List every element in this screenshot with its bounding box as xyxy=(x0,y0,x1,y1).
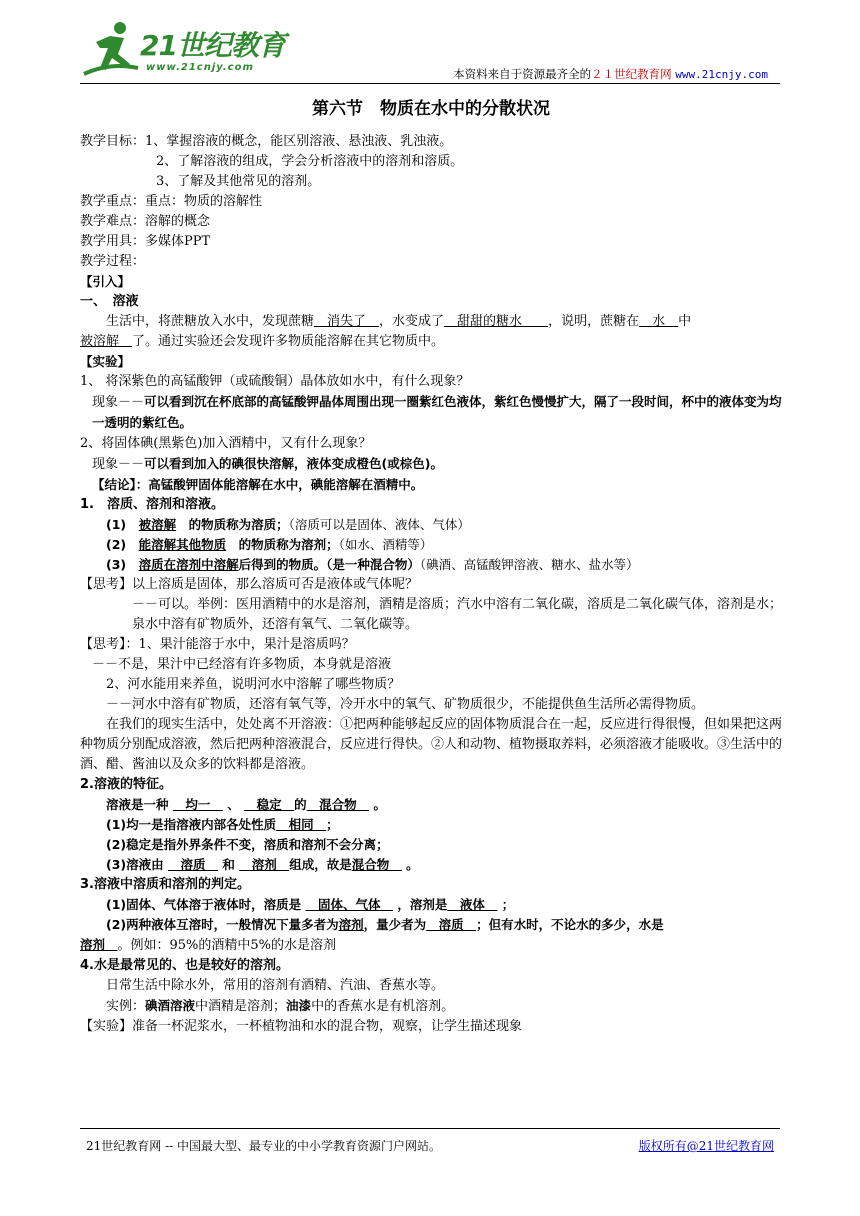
blank-answer: 相同 xyxy=(276,817,327,832)
text: 中的香蕉水是有机溶剂。 xyxy=(311,999,455,1014)
footer-rule xyxy=(80,1128,780,1129)
text: (2)两种液体互溶时，一般情况下量多者为 xyxy=(106,917,339,932)
teaching-tools: 教学用具：多媒体PPT xyxy=(80,234,211,249)
blank-answer: 稳定 xyxy=(244,797,295,812)
note: （如水、酒精等） xyxy=(338,537,433,552)
text: 和 xyxy=(222,857,235,872)
header-note-prefix: 本资料来自于资源最齐全的 xyxy=(453,67,592,81)
think-1-answer: －－可以。举例：医用酒精中的水是溶剂，酒精是溶质；汽水中溶有二氧化碳，溶质是二氧化碳气体，溶剂是水；泉水中溶有矿物质外，还溶有氧气、二氧化碳等。 xyxy=(132,597,783,632)
document-body xyxy=(80,96,782,1037)
footer-copyright-link[interactable]: 版权所有@21世纪教育网 xyxy=(638,1139,774,1153)
goal-line-3: 3、了解及其他常见的溶剂。 xyxy=(156,174,321,189)
text: ，量少者为 xyxy=(363,917,427,932)
text: ，说明，蔗糖在 xyxy=(548,314,640,329)
text: (3)溶液由 xyxy=(106,857,164,872)
header-note xyxy=(453,66,768,82)
intro-tag: 【引入】 xyxy=(80,274,131,289)
text: 油漆 xyxy=(286,998,312,1013)
text: 的物质称为溶剂； xyxy=(226,537,339,552)
phenomenon-2 xyxy=(80,454,782,475)
experiment-3: 【实验】准备一杯泥浆水，一杯植物油和水的混合物，观察，让学生描述现象 xyxy=(80,1019,523,1034)
page-header xyxy=(80,18,780,82)
header-rule xyxy=(80,83,780,84)
paragraph-sugar xyxy=(80,312,782,352)
blank-answer: 溶质 xyxy=(426,917,477,932)
blank-answer: 均一 xyxy=(172,797,223,812)
blank-answer: 混合物 xyxy=(351,857,402,872)
text: －－河水中溶有矿物质，还溶有氧气等，冷开水中的氧气、矿物质很少，不能提供鱼生活所必需得物质。 xyxy=(106,697,705,712)
think-2: 【思考】：1、果汁能溶于水中，果汁是溶质吗？ xyxy=(80,637,355,652)
text: 、 xyxy=(227,797,240,812)
text: 的 xyxy=(294,797,307,812)
text: (1)均一是指溶液内部各处性质 xyxy=(106,817,277,832)
section-solution: 一、 溶液 xyxy=(80,294,139,309)
common-solvents: 日常生活中除水外，常用的溶剂有酒精、汽油、香蕉水等。 xyxy=(106,978,445,993)
text: 现象－－ xyxy=(92,395,145,410)
logo-text: 21世纪教育 xyxy=(140,29,285,62)
text: 。例如：95%的酒精中5%的水是溶剂 xyxy=(117,938,337,953)
conclusion: 【结论】：高锰酸钾固体能溶解在水中，碘能溶解在酒精中。 xyxy=(92,477,424,492)
goal-line-1: 教学目标：1、掌握溶液的概念，能区别溶液、悬浊液、乳浊液。 xyxy=(80,134,453,149)
blank-answer: 水 xyxy=(639,314,679,329)
text: 碘酒溶液 xyxy=(145,998,196,1013)
site-logo xyxy=(80,18,290,82)
text: 。 xyxy=(406,857,419,872)
process-heading: 教学过程： xyxy=(80,254,146,269)
note: （碘酒、高锰酸钾溶液、糖水、盐水等） xyxy=(419,557,639,572)
blank-answer: 固体、气体 xyxy=(305,897,393,912)
def-solvent xyxy=(80,535,782,555)
header-note-url[interactable]: www.21cnjy.com xyxy=(675,68,768,81)
phenomenon-text: 可以看到加入的碘很快溶解，液体变成橙色(或棕色)。 xyxy=(144,456,443,471)
goal-line-2: 2、了解溶液的组成，学会分析溶液中的溶剂和溶质。 xyxy=(156,154,464,169)
difficulty: 教学难点：溶解的概念 xyxy=(80,214,211,229)
blank-answer: 溶剂 xyxy=(239,857,290,872)
examples xyxy=(80,996,782,1017)
text: 实例： xyxy=(106,999,146,1014)
feature-uniform xyxy=(80,815,782,835)
think-3: 2、河水能用来养鱼，说明河水中溶解了哪些物质？ xyxy=(106,677,401,692)
blank-answer: 混合物 xyxy=(306,797,370,812)
experiment-1: 1、 将深紫色的高锰酸钾（或硫酸铜）晶体放如水中，有什么现象？ xyxy=(80,374,470,389)
subsection-2: 2.溶液的特征。 xyxy=(80,777,172,792)
def-solution xyxy=(80,555,782,575)
rule-2 xyxy=(80,915,782,935)
text: 的物质称为溶质； xyxy=(176,517,289,532)
rule-2-cont xyxy=(80,935,782,956)
blank-answer: 溶剂 xyxy=(80,937,118,952)
think-3-answer xyxy=(80,695,782,715)
text: ，水变成了 xyxy=(379,314,445,329)
page-title: 第六节 物质在水中的分散状况 xyxy=(312,99,550,119)
text: 溶液是一种 xyxy=(106,797,169,812)
text: (1)固体、气体溶于液体时，溶质是 xyxy=(106,897,302,912)
text: ，溶剂是 xyxy=(397,897,448,912)
subsection-3: 3.溶液中溶质和溶剂的判定。 xyxy=(80,877,250,892)
text: 现象－－ xyxy=(92,457,145,472)
blank-answer: 溶剂 xyxy=(338,917,364,932)
text: (3) xyxy=(106,557,139,572)
key-point: 教学重点：重点：物质的溶解性 xyxy=(80,194,263,209)
text: ； xyxy=(501,897,515,912)
rule-1 xyxy=(80,895,782,915)
blank-answer: 溶质在溶剂中溶解 xyxy=(138,557,239,572)
phenomenon-text: 可以看到沉在杯底部的高锰酸钾晶体周围出现一圈紫红色液体，紫红色慢慢扩大，隔了一段时间，杯中的液体变为均一透明的紫红色。 xyxy=(92,394,782,430)
page-footer xyxy=(86,1137,778,1154)
text: ； xyxy=(326,817,339,832)
blank-answer: 液体 xyxy=(447,897,498,912)
think-2-answer: －－不是，果汁中已经溶有许多物质，本身就是溶液 xyxy=(92,657,392,672)
feature-line xyxy=(80,795,782,815)
experiment-2: 2、将固体碘(黑紫色)加入酒精中，又有什么现象？ xyxy=(80,436,372,451)
phenomenon-1 xyxy=(80,392,782,434)
blank-answer: 被溶解 xyxy=(138,517,177,532)
logo-url: www.21cnjy.com xyxy=(146,62,254,73)
feature-composition xyxy=(80,855,782,875)
blank-answer: 消失了 xyxy=(314,314,380,329)
blank-answer: 甜甜的糖水 xyxy=(444,314,549,329)
text: (2) xyxy=(106,537,139,552)
text: 了。通过实验还会发现许多物质能溶解在其它物质中。 xyxy=(132,334,445,349)
text: 。 xyxy=(373,797,387,812)
subsection-1: 1. 溶质、溶剂和溶液。 xyxy=(80,497,224,512)
experiment-tag: 【实验】 xyxy=(80,354,131,369)
text: (1) xyxy=(106,517,139,532)
blank-answer: 能溶解其他物质 xyxy=(138,537,227,552)
subsection-4: 4.水是最常见的、也是较好的溶剂。 xyxy=(80,958,289,973)
text: 后得到的物质。（是一种混合物） xyxy=(238,557,420,572)
runner-logo-icon xyxy=(80,18,142,80)
blank-answer: 被溶解 xyxy=(80,334,133,349)
note: （溶质可以是固体、液体、气体） xyxy=(288,517,470,532)
text: 组成，故是 xyxy=(289,857,352,872)
text: 中酒精是溶剂； xyxy=(195,999,287,1014)
feature-stable: (2)稳定是指外界条件不变，溶质和溶剂不会分离； xyxy=(106,837,389,852)
paragraph-daily-life: 在我们的现实生活中，处处离不开溶液：①把两种能够起反应的固体物质混合在一起，反应进行得很慢，但如果把这两种物质分别配成溶液，然后把两种溶液混合，反应进行得快。②人和动物、植物摄取养料，必须溶液才能吸收。③生活中的酒、醋、酱油以及众多的饮料都是溶液。 xyxy=(80,717,783,772)
blank-answer: 溶质 xyxy=(167,857,218,872)
text: 生活中，将蔗糖放入水中，发现蔗糖 xyxy=(106,314,315,329)
def-solute xyxy=(80,515,782,535)
text: ；但有水时，不论水的多少，水是 xyxy=(476,917,664,932)
text: 中 xyxy=(678,314,692,329)
header-note-site[interactable]: ２１世纪教育网 xyxy=(591,67,672,81)
footer-text: 21世纪教育网 -- 中国最大型、最专业的中小学教育资源门户网站。 xyxy=(86,1139,442,1153)
think-1: 【思考】以上溶质是固体，那么溶质可否是液体或气体呢？ xyxy=(80,577,419,592)
